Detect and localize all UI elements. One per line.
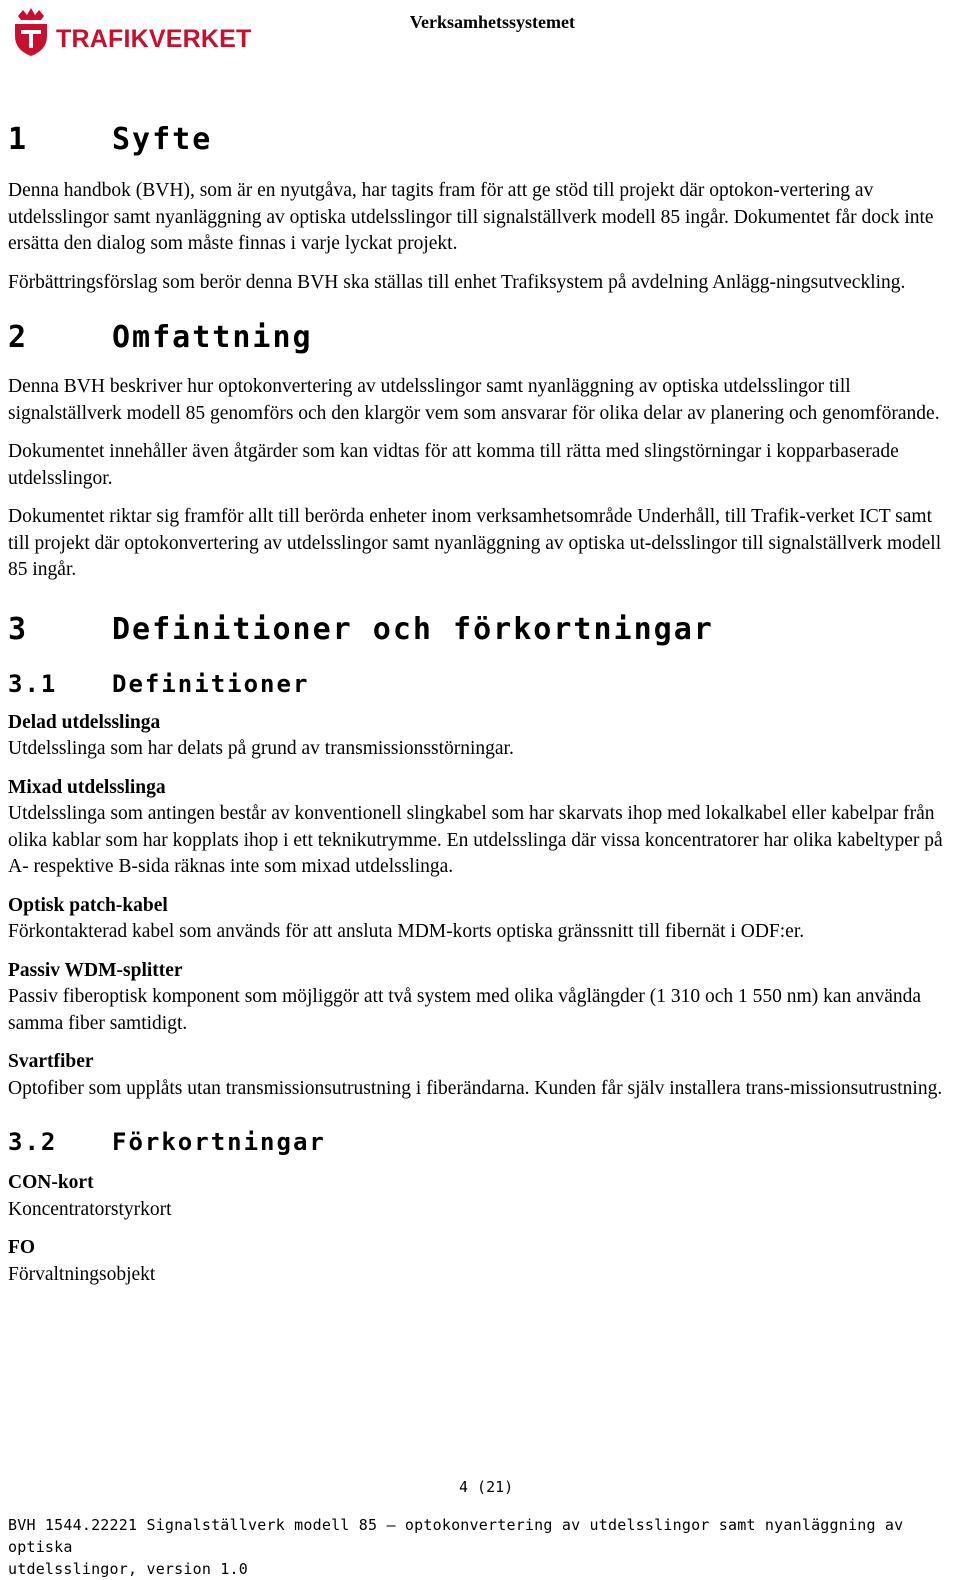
paragraph: Dokumentet innehåller även åtgärder som kan vidtas för att komma till rätta med slingstörningar i kopparbaserade utdelsslingor. <box>8 441 899 489</box>
subsection-3-2-heading <box>8 1126 958 1158</box>
definition-item <box>8 958 958 1038</box>
section-title: Omfattning <box>112 320 313 355</box>
paragraph: Denna handbok (BVH), som är en nyutgåva, har tagits fram för att ge stöd till projekt där optokon-vertering av utdelsslingor samt nyanläggning av optiska utdelsslingor till signalställverk modell 85 ingår. Dokumentet får dock inte ersätta den dialog som måste finnas i varje lyckat projekt. <box>8 180 934 254</box>
abbreviation-item <box>8 1235 958 1288</box>
definition-text: Förkontakterad kabel som används för att ansluta MDM-korts optiska gränssnitt till fibernät i ODF:er. <box>8 921 805 942</box>
definition-text: Optofiber som upplåts utan transmissionsutrustning i fiberändarna. Kunden får själv installera trans-missionsutrustning. <box>8 1077 943 1099</box>
page-number: 4 (21) <box>459 1478 514 1496</box>
logo-text: TRAFIKVERKET <box>56 24 252 53</box>
subsection-title: Definitioner <box>112 669 310 698</box>
document-body <box>8 120 958 1288</box>
section-3-heading <box>8 610 958 650</box>
definition-list <box>8 710 958 1103</box>
definition-text: Passiv fiberoptisk komponent som möjliggör att två system med olika våglängder (1 310 och 1 550 nm) kan använda samma fiber samtidigt. <box>8 986 922 1034</box>
definition-term: Svartfiber <box>8 1051 94 1072</box>
abbreviation-term: FO <box>8 1237 36 1258</box>
section-title: Syfte <box>112 122 213 157</box>
definition-term: Delad utdelsslinga <box>8 711 161 733</box>
subsection-number: 3.1 <box>8 669 58 698</box>
subsection-title: Förkortningar <box>112 1128 326 1156</box>
crown-shield-icon <box>10 6 52 58</box>
footer-doc-line: BVH 1544.22221 Signalställverk modell 85 – optokonvertering av utdelsslingor samt nyanläggning av optiska <box>8 1516 904 1556</box>
definition-term: Mixad utdelsslinga <box>8 776 166 798</box>
subsection-3-1-heading <box>8 668 958 700</box>
abbreviation-text: Koncentratorstyrkort <box>8 1198 172 1220</box>
abbreviation-list <box>8 1170 958 1288</box>
header-title: Verksamhetssystemet <box>409 12 575 32</box>
definition-term: Optisk patch-kabel <box>8 894 168 916</box>
section-1-heading <box>8 120 958 160</box>
subsection-number: 3.2 <box>8 1128 58 1156</box>
definition-item <box>8 710 958 763</box>
paragraph: Förbättringsförslag som berör denna BVH ska ställas till enhet Trafiksystem på avdelning Anlägg-ningsutveckling. <box>8 271 906 293</box>
abbreviation-item <box>8 1170 958 1223</box>
paragraph: Denna BVH beskriver hur optokonvertering av utdelsslingor samt nyanläggning av optiska utdelsslingor till signalställverk modell 85 genomförs och den klargör vem som ansvarar för olika delar av planering och genomförande. <box>8 376 940 424</box>
trafikverket-logo <box>10 6 251 58</box>
section-title: Definitioner och förkortningar <box>112 611 714 647</box>
section-2-heading <box>8 318 958 358</box>
abbreviation-term: CON-kort <box>8 1172 94 1193</box>
definition-item <box>8 1049 958 1102</box>
definition-text: Utdelsslinga som antingen består av konventionell slingkabel som har skarvats ihop med lokalkabel eller kabelpar från olika kablar som har kopplats ihop i ett teknikutrymme. En utdelsslinga där vissa koncentratorer har olika kabeltyper på A- respektive B-sida räknas inte som mixad utdelsslinga. <box>8 803 943 877</box>
definition-term: Passiv WDM-splitter <box>8 959 183 981</box>
definition-text: Utdelsslinga som har delats på grund av transmissionsstörningar. <box>8 738 514 759</box>
section-number: 3 <box>8 611 29 647</box>
paragraph: Dokumentet riktar sig framför allt till berörda enheter inom verksamhetsområde Underhåll, till Trafik-verket ICT samt till projekt där optokonvertering av utdelsslingor samt nyanläggning av optiska ut-delsslingor till signalställverk modell 85 ingår. <box>8 506 942 580</box>
document-footer <box>8 1514 958 1580</box>
section-number: 1 <box>8 122 29 157</box>
abbreviation-text: Förvaltningsobjekt <box>8 1263 156 1285</box>
footer-doc-line: utdelsslingor, version 1.0 <box>8 1560 248 1578</box>
definition-item <box>8 775 958 881</box>
definition-item <box>8 893 958 946</box>
section-number: 2 <box>8 320 29 355</box>
